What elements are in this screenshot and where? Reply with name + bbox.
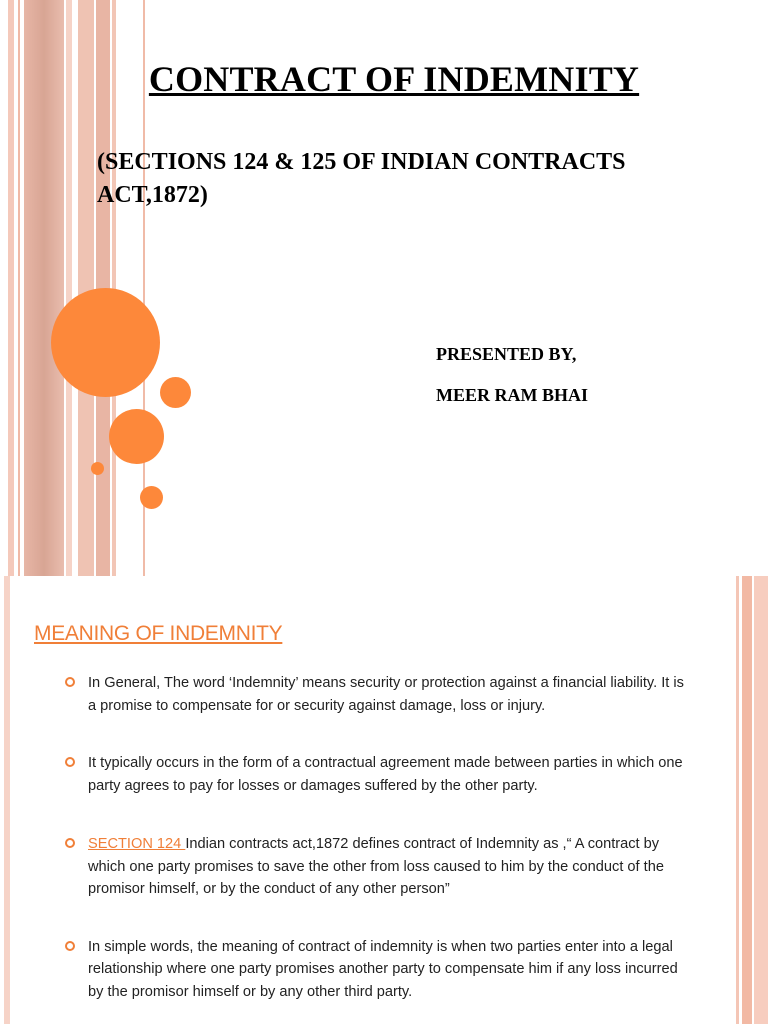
content-slide: [0, 576, 768, 1024]
decor-circle: [160, 377, 191, 408]
bullet-text: In General, The word ‘Indemnity’ means security or protection against a financial liability. It is a promise to compensate for or security against damage, loss or injury.: [88, 675, 684, 714]
list-item: [64, 752, 684, 797]
section-124-link[interactable]: SECTION 124: [88, 836, 186, 852]
decor-stripe: [8, 0, 14, 576]
decor-stripe: [736, 576, 739, 1024]
slide-subtitle: (SECTIONS 124 & 125 OF INDIAN CONTRACTS ACT,1872): [97, 149, 626, 208]
decor-stripe: [66, 0, 72, 576]
decor-stripe: [24, 0, 64, 576]
list-item: [64, 672, 684, 717]
circle-bullet-icon: [65, 941, 75, 951]
decor-stripe: [78, 0, 94, 576]
bullet-list: [64, 672, 684, 1003]
decor-stripe: [18, 0, 20, 576]
bullet-text: Indian contracts act,1872 defines contract of Indemnity as ,“ A contract by which one party promises to save the other from loss caused to him by the conduct of the promisor himself, or by the conduct of any other person”: [88, 836, 664, 897]
slide-title: CONTRACT OF INDEMNITY: [148, 59, 640, 99]
circle-bullet-icon: [65, 677, 75, 687]
circle-bullet-icon: [65, 757, 75, 767]
bullet-text: In simple words, the meaning of contract of indemnity is when two parties enter into a legal relationship where one party promises another party to compensate him if any loss incurred by the promisor himself or by any other third party.: [88, 938, 678, 1000]
bullet-text: It typically occurs in the form of a contractual agreement made between parties in which one party agrees to pay for losses or damages suffered by the other party.: [88, 755, 683, 794]
decor-circle: [140, 486, 163, 509]
decor-stripe: [742, 576, 752, 1024]
decor-circle: [91, 462, 104, 475]
section-heading: MEANING OF INDEMNITY: [34, 622, 283, 645]
decor-stripe: [754, 576, 768, 1024]
presenter-label: PRESENTED BY,: [436, 344, 577, 364]
list-item: [64, 936, 684, 1004]
circle-bullet-icon: [65, 838, 75, 848]
decor-stripe: [4, 576, 10, 1024]
presenter-name: MEER RAM BHAI: [436, 385, 588, 405]
decor-circle: [51, 288, 160, 397]
decor-circle: [109, 409, 164, 464]
list-item: [64, 833, 684, 901]
